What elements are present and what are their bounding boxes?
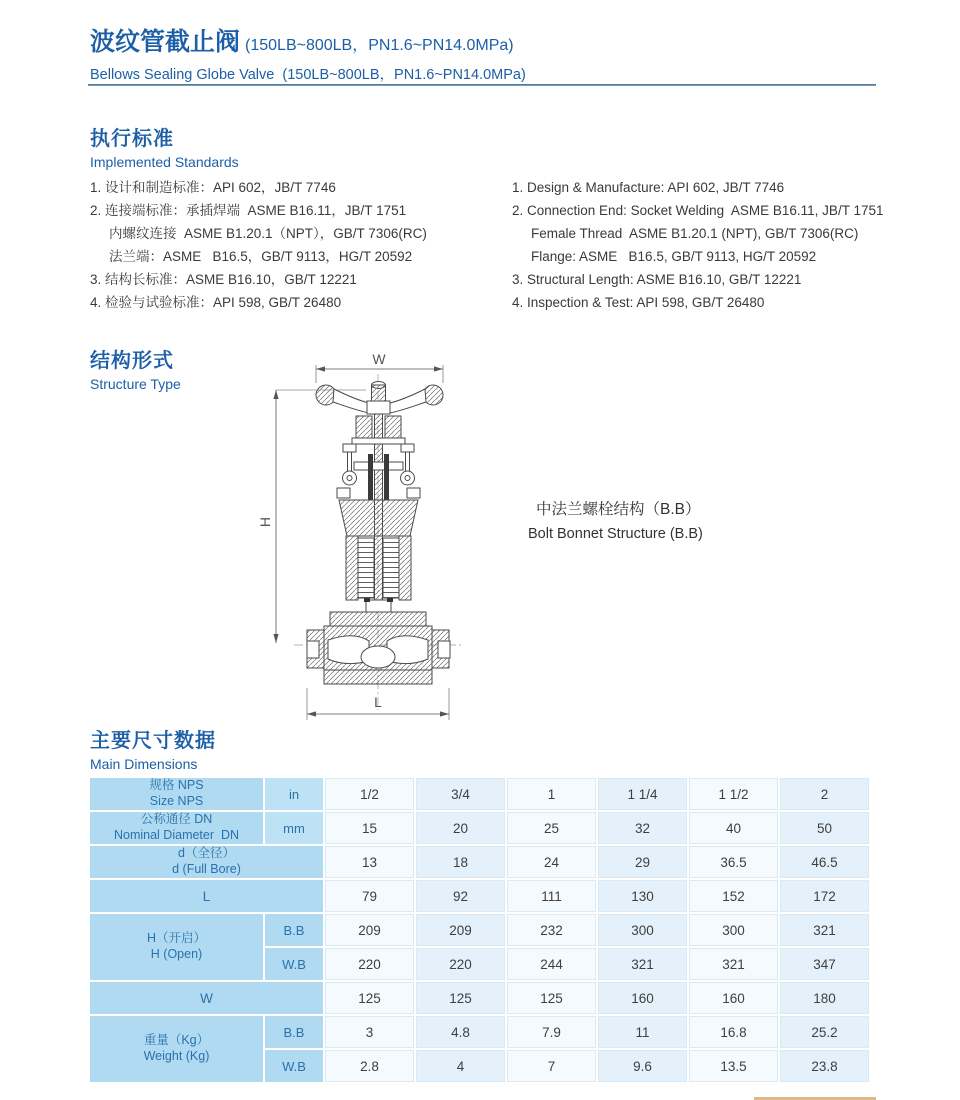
valve-cross-section	[307, 382, 450, 685]
dimension-row	[90, 778, 869, 810]
dimension-value-cell: 13	[325, 846, 414, 878]
dimension-value-cell: 1	[507, 778, 596, 810]
dimension-row	[90, 914, 869, 946]
structure-heading-zh: 结构形式	[90, 350, 174, 372]
standards-line: 3. 结构长标准：ASME B16.10，GB/T 12221	[90, 272, 357, 287]
dimension-value-cell: 9.6	[598, 1050, 687, 1082]
standards-section-heading	[90, 122, 239, 170]
dimensions-heading-zh: 主要尺寸数据	[90, 730, 216, 752]
sub-label-cell: B.B	[265, 1016, 323, 1048]
dimension-value-cell: 300	[598, 914, 687, 946]
dimension-value-cell: 160	[689, 982, 778, 1014]
dimension-value-cell: 92	[416, 880, 505, 912]
dimension-value-cell: 32	[598, 812, 687, 844]
title-chinese: 波纹管截止阀	[90, 28, 241, 56]
standards-line: 4. 检验与试验标准：API 598, GB/T 26480	[90, 295, 342, 310]
dimension-value-cell: 209	[325, 914, 414, 946]
dimension-value-cell: 300	[689, 914, 778, 946]
dimension-value-cell: 50	[780, 812, 869, 844]
dimension-value-cell: 160	[598, 982, 687, 1014]
dimension-value-cell: 125	[325, 982, 414, 1014]
standards-line: Female Thread ASME B1.20.1 (NPT), GB/T 7306(RC)	[531, 226, 859, 241]
dimension-value-cell: 1/2	[325, 778, 414, 810]
dimension-value-cell: 321	[780, 914, 869, 946]
standards-line: 4. Inspection & Test: API 598, GB/T 26480	[512, 295, 765, 310]
dimension-row	[90, 880, 869, 912]
structure-heading-en: Structure Type	[90, 376, 181, 392]
dimension-value-cell: 3	[325, 1016, 414, 1048]
structure-caption-zh: 中法兰螺栓结构（B.B）	[536, 501, 701, 518]
dimension-value-cell: 2.8	[325, 1050, 414, 1082]
dimension-value-cell: 20	[416, 812, 505, 844]
dimension-value-cell: 3/4	[416, 778, 505, 810]
row-label-cell: 规格 NPS Size NPS	[90, 778, 263, 810]
dimension-row	[90, 846, 869, 878]
dimension-value-cell: 1 1/4	[598, 778, 687, 810]
standards-line: 2. Connection End: Socket Welding ASME B16.11, JB/T 1751	[512, 203, 884, 218]
dimension-value-cell: 1 1/2	[689, 778, 778, 810]
dimension-value-cell: 7.9	[507, 1016, 596, 1048]
dimension-row	[90, 1016, 869, 1048]
dimension-value-cell: 130	[598, 880, 687, 912]
sub-label-cell: W.B	[265, 1050, 323, 1082]
dimension-value-cell: 152	[689, 880, 778, 912]
standards-heading-zh: 执行标准	[90, 128, 174, 150]
dimension-value-cell: 46.5	[780, 846, 869, 878]
standards-line: 法兰端：ASME B16.5，GB/T 9113，HG/T 20592	[109, 249, 413, 264]
dimension-value-cell: 25.2	[780, 1016, 869, 1048]
dimension-value-cell: 24	[507, 846, 596, 878]
dimensions-heading-en: Main Dimensions	[90, 756, 198, 772]
standards-line: 1. Design & Manufacture: API 602, JB/T 7746	[512, 180, 785, 195]
title-line	[90, 22, 526, 58]
row-label-cell: H（开启） H (Open)	[90, 914, 263, 980]
structure-section-heading	[90, 344, 181, 392]
dimension-value-cell: 7	[507, 1050, 596, 1082]
dimension-row	[90, 812, 869, 844]
dimension-value-cell: 29	[598, 846, 687, 878]
dimension-value-cell: 125	[416, 982, 505, 1014]
dimension-value-cell: 125	[507, 982, 596, 1014]
dimension-value-cell: 321	[598, 948, 687, 980]
dimension-value-cell: 25	[507, 812, 596, 844]
standards-line: 2. 连接端标准：承插焊端 ASME B16.11，JB/T 1751	[90, 203, 407, 218]
dimension-value-cell: 13.5	[689, 1050, 778, 1082]
dimension-value-cell: 4	[416, 1050, 505, 1082]
dimension-value-cell: 2	[780, 778, 869, 810]
dimensions-section-heading	[90, 724, 216, 772]
dimension-value-cell: 180	[780, 982, 869, 1014]
row-label-cell: 重量（Kg） Weight (Kg)	[90, 1016, 263, 1082]
dimension-value-cell: 79	[325, 880, 414, 912]
dimension-value-cell: 111	[507, 880, 596, 912]
row-label-cell: W	[90, 982, 323, 1014]
standards-list-chinese	[90, 176, 427, 314]
dimension-value-cell: 4.8	[416, 1016, 505, 1048]
sub-label-cell: W.B	[265, 948, 323, 980]
structure-caption	[528, 497, 703, 542]
dimension-value-cell: 220	[325, 948, 414, 980]
dimension-value-cell: 321	[689, 948, 778, 980]
dim-label-l: L	[374, 694, 382, 710]
dimension-value-cell: 347	[780, 948, 869, 980]
dimension-value-cell: 15	[325, 812, 414, 844]
dimension-value-cell: 18	[416, 846, 505, 878]
unit-cell: mm	[265, 812, 323, 844]
standards-line: 内螺纹连接 ASME B1.20.1（NPT），GB/T 7306(RC)	[109, 226, 427, 241]
dimension-value-cell: 36.5	[689, 846, 778, 878]
dimension-value-cell: 209	[416, 914, 505, 946]
dimension-value-cell: 40	[689, 812, 778, 844]
dimensions-table-body	[90, 778, 869, 1082]
dim-label-h: H	[257, 516, 273, 528]
dimension-value-cell: 23.8	[780, 1050, 869, 1082]
dimension-value-cell: 220	[416, 948, 505, 980]
row-label-cell: 公称通径 DN Nominal Diameter DN	[90, 812, 263, 844]
structure-caption-en: Bolt Bonnet Structure (B.B)	[528, 526, 703, 542]
title-english: Bellows Sealing Globe Valve (150LB~800LB，PN1.6~PN14.0MPa)	[90, 67, 526, 83]
main-dimensions-table	[88, 776, 871, 1084]
valve-structure-drawing	[240, 350, 480, 730]
sub-label-cell: B.B	[265, 914, 323, 946]
dimension-value-cell: 244	[507, 948, 596, 980]
dimension-value-cell: 172	[780, 880, 869, 912]
row-label-cell: L	[90, 880, 323, 912]
dimension-value-cell: 16.8	[689, 1016, 778, 1048]
unit-cell: in	[265, 778, 323, 810]
standards-line: Flange: ASME B16.5, GB/T 9113, HG/T 20592	[531, 249, 817, 264]
dimension-row	[90, 982, 869, 1014]
page-title	[90, 22, 526, 84]
row-label-cell: d（全径） d (Full Bore)	[90, 846, 323, 878]
title-spec-range: (150LB~800LB，PN1.6~PN14.0MPa)	[245, 37, 514, 54]
dim-label-w: W	[372, 351, 386, 367]
dimension-value-cell: 232	[507, 914, 596, 946]
dimension-value-cell: 11	[598, 1016, 687, 1048]
standards-line: 1. 设计和制造标准：API 602，JB/T 7746	[90, 180, 336, 195]
standards-line: 3. Structural Length: ASME B16.10, GB/T 12221	[512, 272, 802, 287]
title-divider	[88, 84, 876, 86]
standards-heading-en: Implemented Standards	[90, 154, 239, 170]
standards-list-english	[512, 176, 883, 314]
